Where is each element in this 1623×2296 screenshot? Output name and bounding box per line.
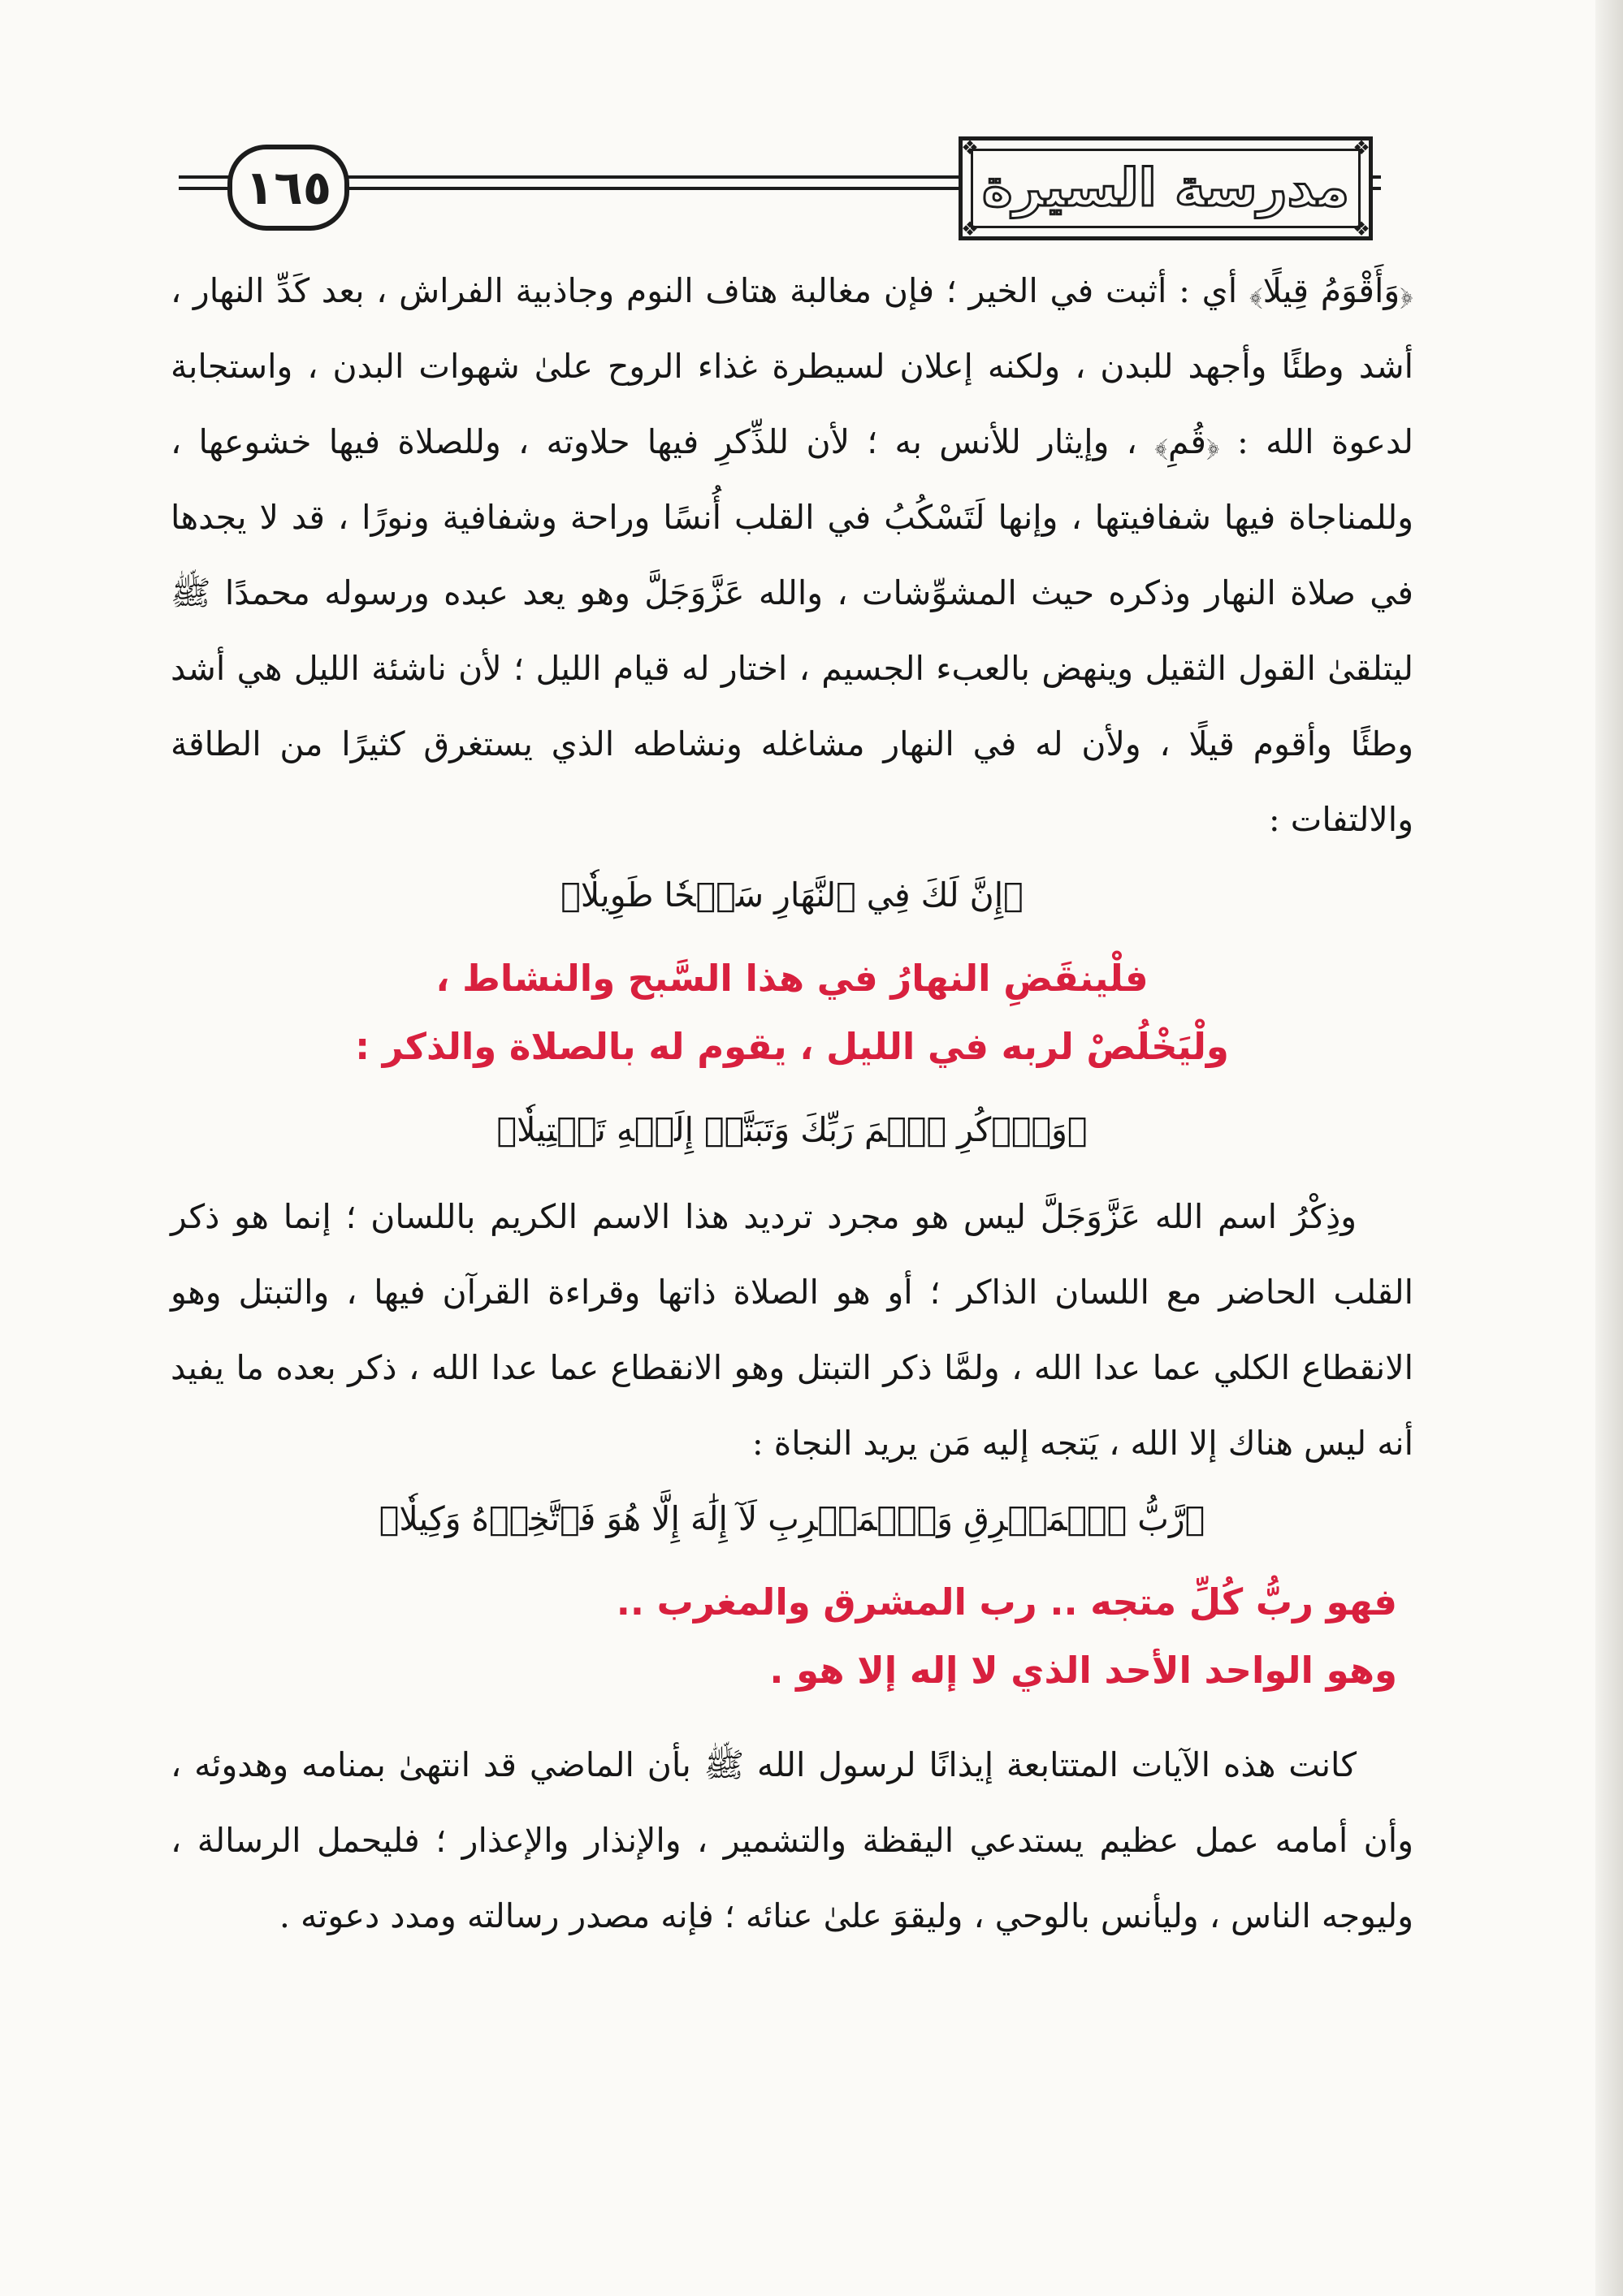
spacer — [171, 1081, 1413, 1092]
page-edge-shadow — [1595, 0, 1623, 2296]
spacer — [171, 1705, 1413, 1727]
quran-verse-1: ﴿إِنَّ لَكَ فِي ٱلنَّهَارِ سَبۡحٗا طَوِيلٗا﴾ — [560, 876, 1024, 915]
highlight-1-line-1: فلْينقَضِ النهارُ في هذا السَّبح والنشاط ، — [435, 957, 1149, 1000]
ornament-icon: ❖ — [1352, 218, 1370, 240]
book-title-frame — [959, 136, 1373, 240]
quran-verse-2: ﴿وَٱذۡكُرِ ٱسۡمَ رَبِّكَ وَتَبَتَّلۡ إِلَيۡهِ تَبۡتِيلٗا﴾ — [496, 1110, 1088, 1149]
page-content — [171, 253, 1413, 1954]
book-title: مدرسة السيرة — [981, 158, 1350, 218]
book-title-inner — [971, 149, 1361, 228]
ornament-icon: ❖ — [961, 218, 979, 240]
highlight-2-line-2: وهو الواحد الأحد الذي لا إله إلا هو . — [769, 1649, 1397, 1692]
paragraph-1: ﴿وَأَقْوَمُ قِيلًا﴾ أي : أثبت في الخير ؛ فإن مغالبة هتاف النوم وجاذبية الفراش ، بعد كَدِّ النهار ، أشد وطئًا وأجهد للبدن ، ولكنه إعلان لسيطرة غذاء الروح علىٰ شهوات البدن ، واستجابة لدعوة الله : ﴿قُمِ﴾ ، وإيثار للأنس به ؛ لأن للذِّكرِ فيها حلاوته ، وللصلاة فيها خشوعها ، وللمناجاة فيها شفافيتها ، وإنها لَتَسْكُبُ في القلب أُنسًا وراحة وشفافية ونورًا ، قد لا يجدها في صلاة النهار وذكره حيث المشوِّشات ، والله عَزَّوَجَلَّ وهو يعد عبده ورسوله محمدًا ﷺ ليتلقىٰ القول الثقيل وينهض بالعبء الجسيم ، اختار له قيام الليل ؛ لأن ناشئة الليل هي أشد وطئًا وأقوم قيلًا ، ولأن له في النهار مشاغله ونشاطه الذي يستغرق كثيرًا من الطاقة والالتفات : — [171, 271, 1413, 839]
page-number: ١٦٥ — [227, 145, 349, 231]
spacer — [171, 933, 1413, 945]
paragraph-2: وذِكْرُ اسم الله عَزَّوَجَلَّ ليس هو مجرد ترديد هذا الاسم الكريم باللسان ؛ إنما هو ذكر القلب الحاضر مع اللسان الذاكر ؛ أو هو الصلاة ذاتها وقراءة القرآن فيها ، والتبتل وهو الانقطاع الكلي عما عدا الله ، ولمَّا ذكر التبتل وهو الانقطاع عما عدا الله ، ذكر بعده ما يفيد أنه ليس هناك إلا الله ، يَتجه إليه مَن يريد النجاة : — [171, 1197, 1413, 1463]
highlight-2-line-1: فهو ربُّ كُلِّ متجه .. رب المشرق والمغرب .. — [616, 1580, 1397, 1624]
paragraph-3: كانت هذه الآيات المتتابعة إيذانًا لرسول الله ﷺ بأن الماضي قد انتهىٰ بمنامه وهدوئه ، وأن أمامه عمل عظيم يستدعي اليقظة والتشمير ، والإنذار والإعذار ؛ فليحمل الرسالة ، وليوجه الناس ، وليأنس بالوحي ، وليقوَ علىٰ عنائه ؛ فإنه مصدر رسالته ومدد دعوته . — [171, 1745, 1413, 1935]
quran-verse-3: ﴿رَّبُّ ٱلۡمَشۡرِقِ وَٱلۡمَغۡرِبِ لَآ إِلَٰهَ إِلَّا هُوَ فَٱتَّخِذۡهُ وَكِيلٗا﴾ — [379, 1499, 1205, 1538]
ornament-icon: ❖ — [961, 136, 979, 159]
spacer — [171, 1168, 1413, 1179]
highlight-1-line-2: ولْيَخْلُصْ لربه في الليل ، يقوم له بالصلاة والذكر : — [355, 1025, 1229, 1068]
ornament-icon: ❖ — [1352, 136, 1370, 159]
spacer — [171, 1557, 1413, 1568]
page-header — [179, 136, 1381, 250]
